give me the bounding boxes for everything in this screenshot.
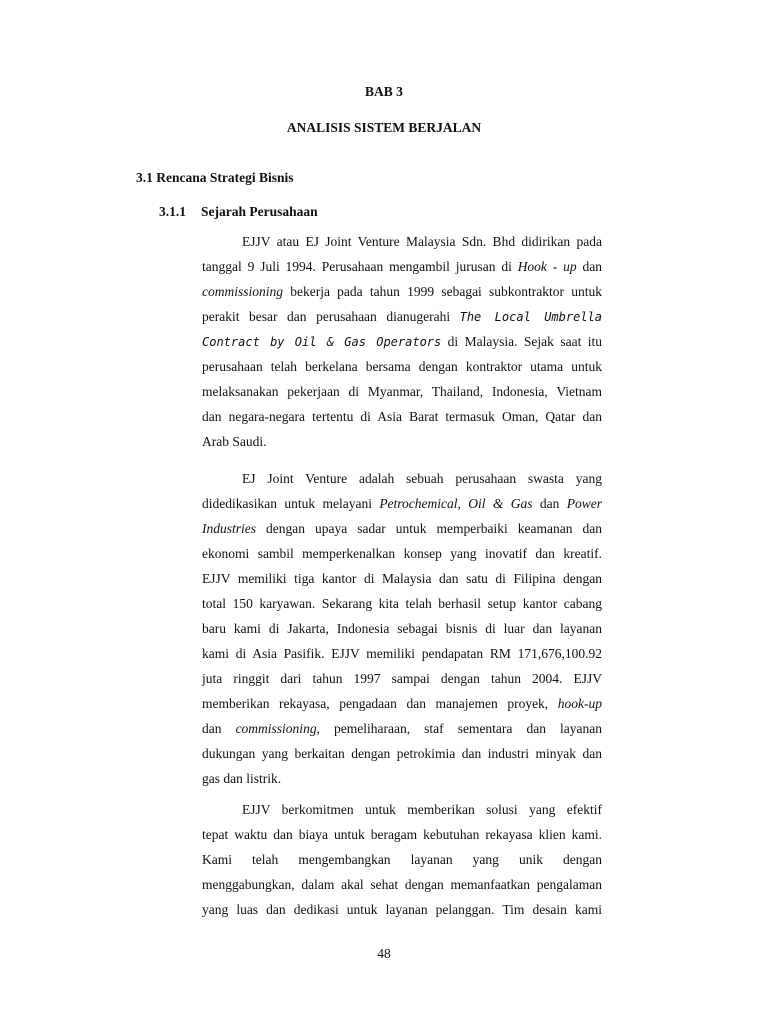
text-run: dan (576, 259, 602, 274)
chapter-title: ANALISIS SISTEM BERJALAN (286, 120, 482, 135)
subsection-number: 3.1.1 (159, 204, 186, 219)
paragraph-line: ekonomi sambil memperkenalkan konsep yang inovatif dan kreatif. (202, 546, 602, 561)
paragraph-line (202, 716, 602, 741)
text-run: tanggal 9 Juli 1994. Perusahaan mengambil jurusan di (202, 259, 518, 274)
italic-term: Industries (202, 521, 256, 536)
paragraph-line: melaksanakan pekerjaan di Myanmar, Thailand, Indonesia, Vietnam (202, 384, 602, 399)
text-run: dan (202, 721, 236, 736)
paragraph-line: EJJV berkomitmen untuk memberikan solusi yang efektif (242, 802, 602, 817)
paragraph-3 (202, 797, 602, 922)
paragraph-line (202, 304, 602, 329)
paragraph-line: EJJV memiliki tiga kantor di Malaysia dan satu di Filipina dengan (202, 571, 602, 586)
paragraph-line: juta ringgit dari tahun 1997 sampai dengan tahun 2004. EJJV (202, 671, 602, 686)
italic-term: Contract by Oil & Gas Operators (202, 335, 442, 349)
paragraph-line: Arab Saudi. (202, 434, 267, 449)
paragraph-line (202, 279, 602, 304)
subsection-title: Sejarah Perusahaan (201, 204, 318, 219)
text-run: dengan upaya sadar untuk memperbaiki keamanan dan (256, 521, 602, 536)
page-number: 48 (377, 946, 391, 961)
text-run: bekerja pada tahun 1999 sebagai subkontraktor untuk (283, 284, 602, 299)
italic-term: Petrochemical (379, 496, 458, 511)
italic-term: commissioning (235, 721, 317, 736)
italic-term: Hook - up (517, 259, 577, 274)
paragraph-line: Kami telah mengembangkan layanan yang unik dengan (202, 852, 602, 867)
paragraph-line (202, 516, 602, 541)
paragraph-line: kami di Asia Pasifik. EJJV memiliki pendapatan RM 171,676,100.92 (202, 646, 602, 661)
paragraph-line (202, 329, 602, 354)
paragraph-1 (202, 229, 602, 454)
paragraph-line: total 150 karyawan. Sekarang kita telah berhasil setup kantor cabang (202, 596, 602, 611)
text-run: , (457, 496, 469, 511)
text-run: , pemeliharaan, staf sementara dan layanan (316, 721, 602, 736)
paragraph-2 (202, 466, 602, 791)
paragraph-line: EJ Joint Venture adalah sebuah perusahaan swasta yang (242, 471, 602, 486)
chapter-heading: BAB 3 (365, 84, 403, 99)
paragraph-line: EJJV atau EJ Joint Venture Malaysia Sdn. Bhd didirikan pada (242, 234, 602, 249)
text-run: di Malaysia. Sejak saat itu (441, 334, 602, 349)
text-run: dan (532, 496, 567, 511)
paragraph-line: tepat waktu dan biaya untuk beragam kebutuhan rekayasa klien kami. (202, 827, 602, 842)
text-run: didedikasikan untuk melayani (202, 496, 380, 511)
paragraph-line: perusahaan telah berkelana bersama dengan kontraktor utama untuk (202, 359, 602, 374)
paragraph-line (202, 491, 602, 516)
paragraph-line (202, 691, 602, 716)
subsection-heading (159, 204, 318, 220)
italic-term: The Local Umbrella (459, 310, 602, 324)
italic-term: Oil & Gas (468, 496, 533, 511)
paragraph-line: menggabungkan, dalam akal sehat dengan memanfaatkan pengalaman (202, 877, 602, 892)
paragraph-line: gas dan listrik. (202, 771, 282, 786)
paragraph-line: dan negara-negara tertentu di Asia Barat termasuk Oman, Qatar dan (202, 409, 602, 424)
text-run: memberikan rekayasa, pengadaan dan manajemen proyek, (202, 696, 558, 711)
section-heading: 3.1 Rencana Strategi Bisnis (136, 170, 294, 185)
paragraph-line: yang luas dan dedikasi untuk layanan pelanggan. Tim desain kami (202, 902, 602, 917)
text-run: perakit besar dan perusahaan dianugerahi (202, 309, 460, 324)
paragraph-line: dukungan yang berkaitan dengan petrokimia dan industri minyak dan (202, 746, 602, 761)
italic-term: commissioning (202, 284, 283, 299)
paragraph-line (202, 254, 602, 279)
paragraph-line: baru kami di Jakarta, Indonesia sebagai bisnis di luar dan layanan (202, 621, 602, 636)
italic-term: Power (566, 496, 603, 511)
italic-term: hook-up (557, 696, 602, 711)
